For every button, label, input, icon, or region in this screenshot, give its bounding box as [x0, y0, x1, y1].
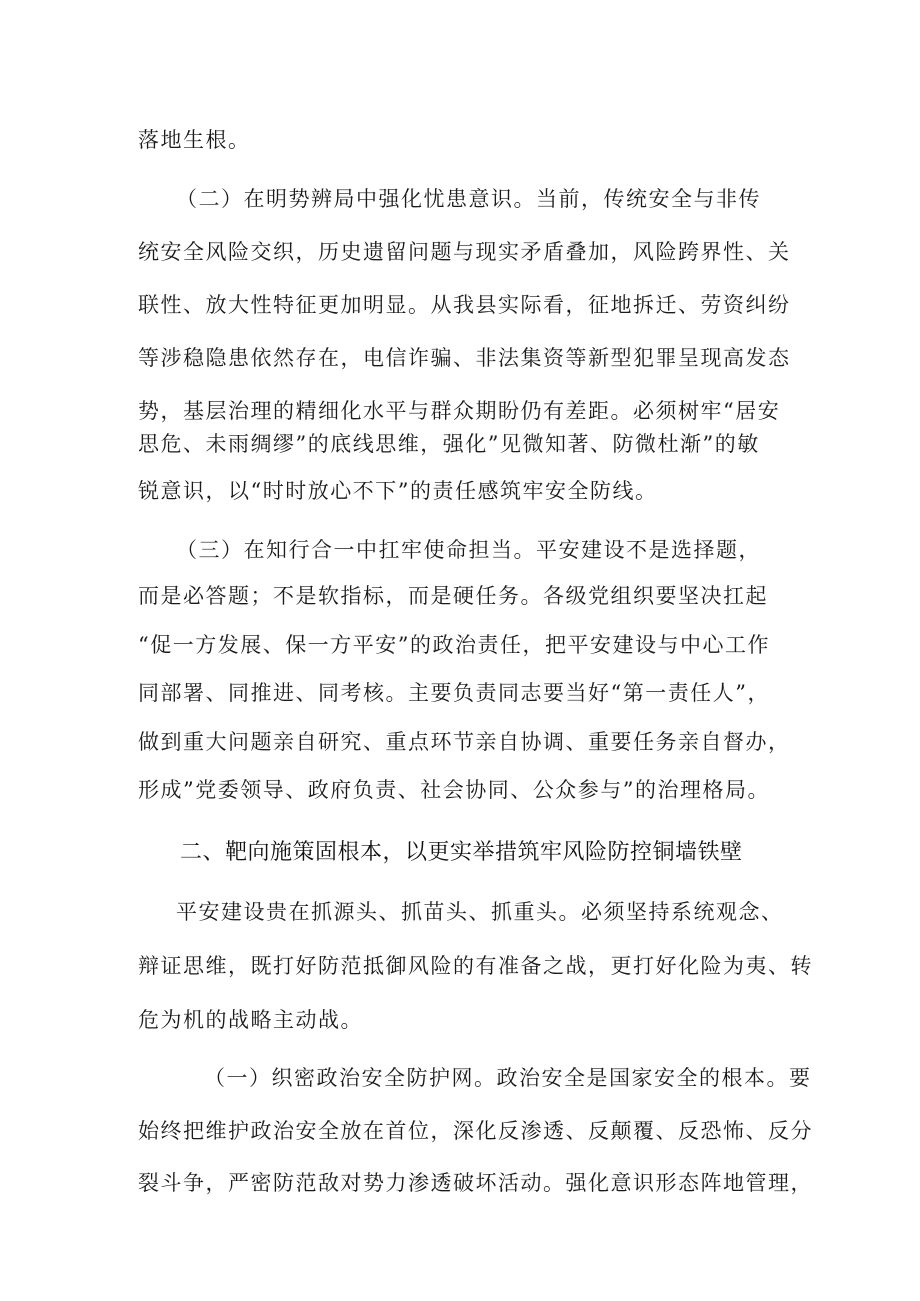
paragraph-line: （一）织密政治安全防护网。政治安全是国家安全的根本。要: [204, 1066, 812, 1090]
paragraph-line: 平安建设贵在抓源头、抓苗头、抓重头。必须坚持系统观念、: [176, 900, 784, 924]
paragraph-line: 同部署、同推进、同考核。主要负责同志要当好“第一责任人”，: [138, 681, 770, 705]
paragraph-line: 落地生根。: [138, 128, 251, 152]
paragraph-line: （三）在知行合一中扛牢使命担当。平安建设不是选择题，: [176, 538, 761, 562]
paragraph-line: 做到重大问题亲自研究、重点环节亲自协调、重要任务亲自督办，: [138, 730, 791, 754]
paragraph-line: 势，基层治理的精细化水平与群众期盼仍有差距。必须树牢“居安: [138, 399, 781, 423]
paragraph-line: 等涉稳隐患依然存在，电信诈骗、非法集资等新型犯罪呈现高发态: [138, 346, 791, 370]
paragraph-line: 锐意识，以“时时放心不下”的责任感筑牢安全防线。: [138, 479, 658, 503]
section-heading: 二、靶向施策固根本，以更实举措筑牢风险防控铜墙铁壁: [180, 840, 743, 865]
paragraph-line: （二）在明势辨局中强化忧患意识。当前，传统安全与非传: [176, 187, 761, 211]
paragraph-line: 裂斗争，严密防范敌对势力渗透破坏活动。强化意识形态阵地管理，: [138, 1171, 813, 1195]
paragraph-line: 始终把维护政治安全放在首位，深化反渗透、反颠覆、反恐怖、反分: [138, 1119, 813, 1143]
paragraph-line: 思危、未雨绸缪”的底线思维，强化”见微知著、防微杜渐”的敏: [138, 432, 760, 456]
paragraph-line: 统安全风险交织，历史遗留问题与现实矛盾叠加，风险跨界性、关: [138, 240, 791, 264]
paragraph-line: “促一方发展、保一方平安”的政治责任，把平安建设与中心工作: [138, 633, 770, 657]
paragraph-line: 危为机的战略主动战。: [138, 1008, 363, 1032]
paragraph-line: 而是必答题；不是软指标，而是硬任务。各级党组织要坚决扛起: [138, 584, 768, 608]
paragraph-line: 形成”党委领导、政府负责、社会协同、公众参与”的治理格局。: [138, 778, 770, 802]
paragraph-line: 联性、放大性特征更加明显。从我县实际看，征地拆迁、劳资纠纷: [138, 293, 791, 317]
paragraph-line: 辩证思维，既打好防范抵御风险的有准备之战，更打好化险为夷、转: [138, 954, 813, 978]
